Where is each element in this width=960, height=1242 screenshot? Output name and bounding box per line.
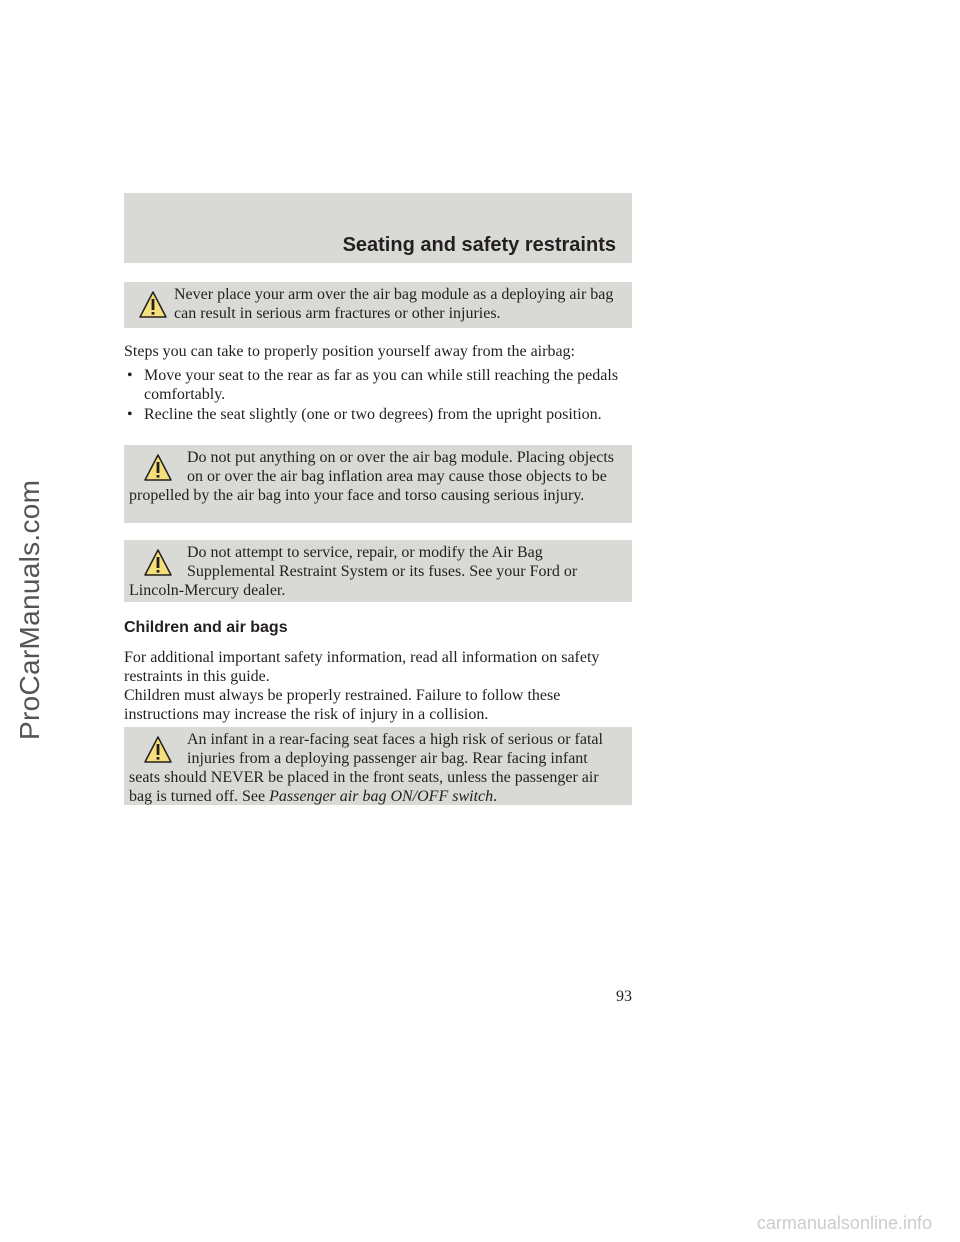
page-number: 93 bbox=[616, 988, 632, 1005]
cross-reference: Passenger air bag ON/OFF switch bbox=[269, 788, 494, 805]
warning-triangle-icon bbox=[138, 290, 168, 320]
section-header bbox=[124, 193, 632, 263]
warning-triangle-icon bbox=[143, 453, 173, 483]
warning-text: Do not put anything on or over the air bag module. Placing objects on or over the air bag inflation area may cause those objects to be propelled by the air bag into your face and torso causing serious injury. bbox=[129, 449, 615, 504]
warning-text: Do not attempt to service, repair, or modify the Air Bag Supplemental Restraint System or its fuses. See your Ford or Lincoln-Mercury dealer. bbox=[129, 544, 578, 599]
list-item bbox=[124, 366, 632, 404]
warning-text-end: . bbox=[493, 788, 498, 805]
list-item bbox=[124, 405, 632, 424]
side-watermark: ProCarManuals.com bbox=[14, 479, 45, 740]
warning-box-module bbox=[124, 445, 632, 523]
footer-watermark: carmanualsonline.info bbox=[756, 1213, 932, 1233]
warning-text bbox=[129, 730, 622, 806]
steps-intro: Steps you can take to properly position yourself away from the airbag: bbox=[124, 343, 575, 360]
warning-text: Never place your arm over the air bag module as a deploying air bag can result in serious arm fractures or other injuries. bbox=[174, 286, 614, 322]
section-title: Seating and safety restraints bbox=[342, 234, 616, 256]
paragraph: For additional important safety information, read all information on safety restraints in this guide. bbox=[124, 649, 600, 685]
list-item-text: Move your seat to the rear as far as you can while still reaching the pedals comfortably. bbox=[144, 367, 619, 403]
list-item-text: Recline the seat slightly (one or two degrees) from the upright position. bbox=[144, 406, 602, 423]
warning-box-infant bbox=[124, 727, 632, 805]
subheading: Children and air bags bbox=[124, 619, 288, 636]
warning-triangle-icon bbox=[143, 548, 173, 578]
bullet-dot: • bbox=[127, 367, 133, 384]
warning-triangle-icon bbox=[143, 735, 173, 765]
warning-box-service bbox=[124, 540, 632, 602]
warning-box-arm bbox=[124, 282, 632, 328]
bullet-dot: • bbox=[127, 406, 133, 423]
warning-text-body: An infant in a rear-facing seat faces a high risk of serious or fatal injuries from a deploying passenger air bag. Rear facing infant seats should NEVER be placed in the front seats, unless the passenger air bag is turned off. See bbox=[129, 731, 603, 805]
paragraph: Children must always be properly restrained. Failure to follow these instructions may increase the risk of injury in a collision. bbox=[124, 687, 561, 723]
